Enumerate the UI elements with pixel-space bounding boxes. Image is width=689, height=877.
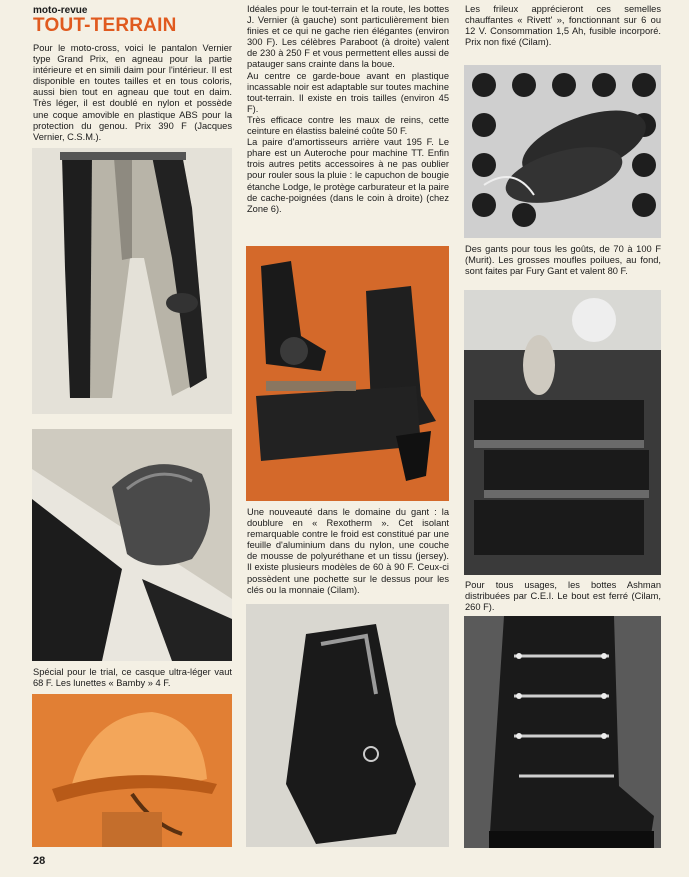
glove-photo xyxy=(246,604,449,847)
helmet-photo xyxy=(32,694,232,847)
ashman-boots-photo xyxy=(464,616,661,848)
gloves-display-photo xyxy=(464,290,661,575)
section-label: moto-revue xyxy=(33,5,88,16)
heated-insoles-text: Les frileux apprécieront ces semelles chauffantes « Rivett' », fonctionnant sur 6 ou 12 V. Consommation 1,5 Ah, fusible incorporé. Prix non fixé (Cilam). xyxy=(465,4,661,48)
gloves-caption: Des gants pour tous les goûts, de 70 à 100 F (Murit). Les grosses moufles poilues, au fond, sont faites par Fury Gant et valent 80 F. xyxy=(465,244,661,277)
boots-accessories-text: Idéales pour le tout-terrain et la route, les bottes J. Vernier (à gauche) sont particulièrement bien finies et ce qui ne gache rien élégantes (environ 300 F). Les célèbres Paraboot (à droite) valent de 230 à 250 F et vous permettent elles aussi de patauger sans crainte dans la boue. Au centre ce garde-boue avant en plastique incassable noir est adaptable sur toutes machine tout-terrain. Il existe en trois tailles (environ 45 F). Très efficace contre les maux de reins, cette ceinture en élastiss baleiné coûte 50 F. La paire d'amortisseurs arrière vaut 195 F. Le phare est un Auteroche pour machine TT. Enfin trois autres petits accessoires à ne pas oublier pour rouler sous la pluie : le capuchon de bougie étanche Lodge, le protège carburateur et la paire de cache-poignées (dans le coin à droite) (chez Zone 6). xyxy=(247,4,449,214)
page-title: TOUT-TERRAIN xyxy=(33,15,177,36)
insoles-photo xyxy=(464,65,661,238)
intro-text: Pour le moto-cross, voici le pantalon Vernier type Grand Prix, en agneau pour la partie intérieure et en simili daim pour l'intérieur. Il est disponible en toutes tailles et en tous coloris, aussi bien tout en agneau que tout en daim. Très léger, il est doublé en nylon et possède une coque amovible en plastique ABS pour la protection du genou. Prix 390 F (Jacques Vernier, C.S.M.). xyxy=(33,43,232,142)
trousers-photo xyxy=(32,148,232,414)
knee-guard-photo xyxy=(32,429,232,661)
boots-caption: Pour tous usages, les bottes Ashman distribuées par C.E.I. Le bout est ferré (Cilam, 260 F). xyxy=(465,580,661,613)
page-number: 28 xyxy=(33,855,46,867)
accessories-photo xyxy=(246,246,449,501)
rexotherm-glove-caption: Une nouveauté dans le domaine du gant : la doublure en « Rexotherm ». Cet isolant remarquable contre le froid est constitué par une feuille d'aluminium dans du nylon, une couche de mousse de polyuréthane et un tissu (jersey). Il existe plusieurs modèles de 60 à 90 F. Ceux-ci possèdent une pochette sur le dessus pour les clés ou la monnaie (Cilam). xyxy=(247,507,449,595)
helmet-caption: Spécial pour le trial, ce casque ultra-léger vaut 68 F. Les lunettes « Bamby » 4 F. xyxy=(33,667,232,689)
